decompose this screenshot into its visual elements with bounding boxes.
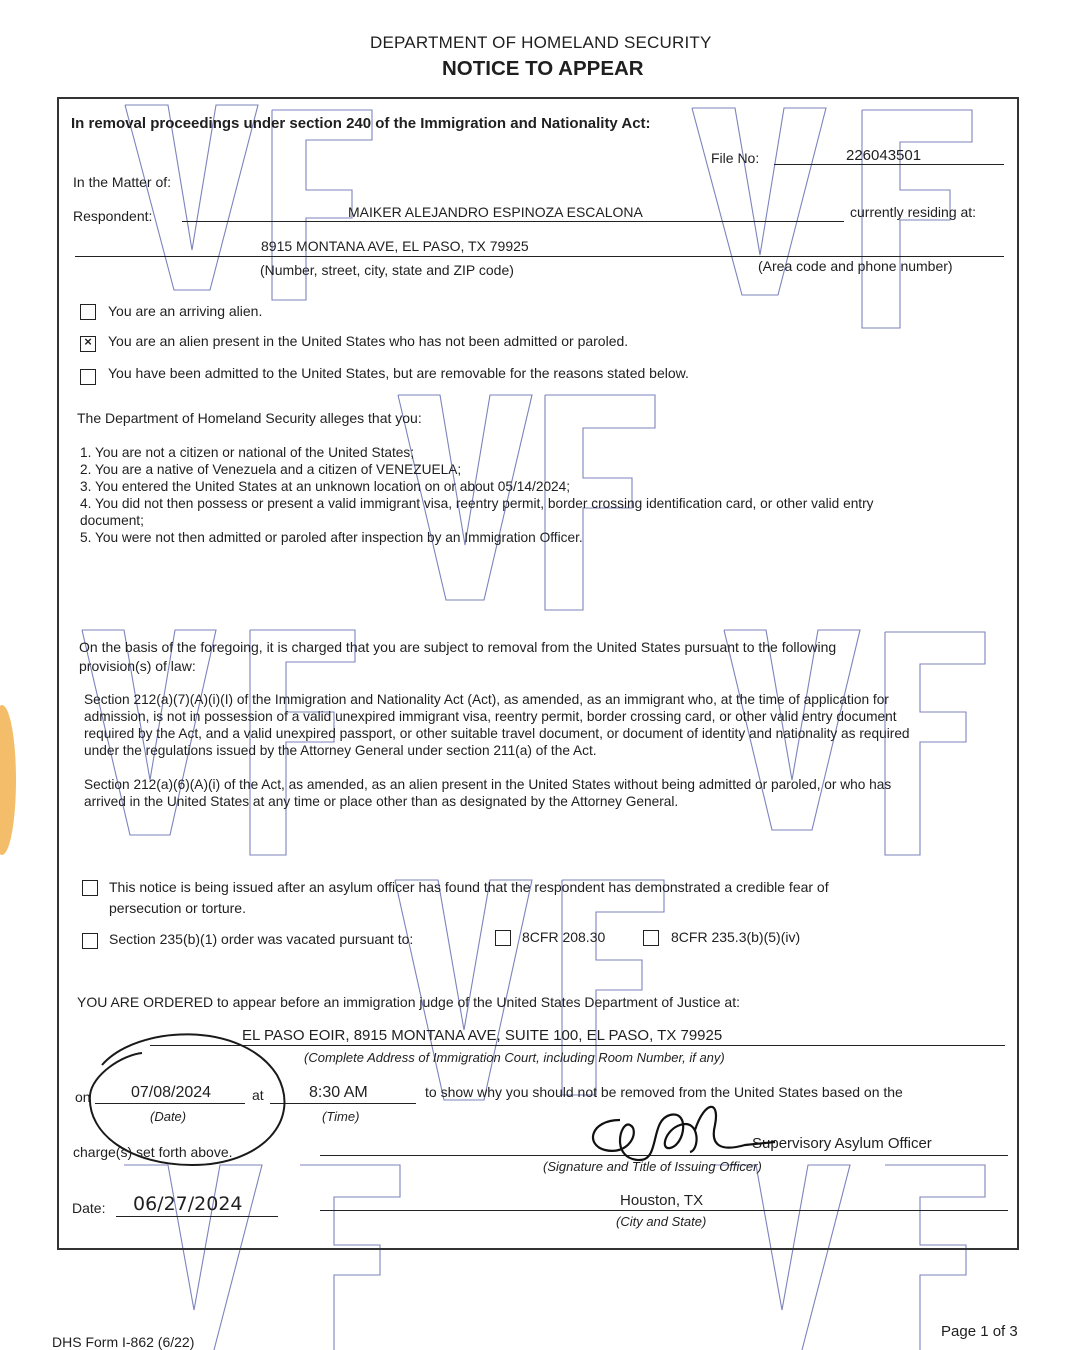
vacated-label: Section 235(b)(1) order was vacated pursuant to: [109,931,414,947]
allegations-intro: The Department of Homeland Security alleges that you: [77,410,422,426]
hearing-date-caption: (Date) [150,1109,187,1124]
signature-caption: (Signature and Title of Issuing Officer) [543,1159,762,1174]
officer-title: Supervisory Asylum Officer [752,1135,932,1152]
charge-section-212a7: Section 212(a)(7)(A)(i)(I) of the Immigration and Nationality Act (Act), as amended, as an immigrant who, at the time of application for admission, is not in possession of a valid unexpired immigrant visa, reentry permit, border crossing card, or other valid entry document required by the Act, and a valid unexpired passport, or other suitable travel document, or document of identity and nationality as required under the regulations issued by the Attorney General under section 211(a) of the Act. [84,692,910,758]
proceedings-heading: In removal proceedings under section 240 of the Immigration and Nationality Act: [71,115,651,132]
respondent-label: Respondent: [73,208,153,224]
city-caption: (City and State) [616,1214,707,1229]
allegation-2: 2. You are a native of Venezuela and a citizen of VENEZUELA; [80,462,462,477]
issue-date-underline [116,1216,278,1217]
appear-reason: to show why you should not be removed from the United States based on the [425,1084,903,1100]
court-address-caption: (Complete Address of Immigration Court, including Room Number, if any) [304,1050,725,1065]
cfr-208-checkbox[interactable] [495,930,511,946]
handwritten-circle [82,1025,322,1185]
allegation-5: 5. You were not then admitted or paroled after inspection by an Immigration Officer. [80,530,583,545]
page-number: Page 1 of 3 [941,1323,1018,1340]
address-caption: (Number, street, city, state and ZIP code) [260,262,514,278]
charges-intro: On the basis of the foregoing, it is charged that you are subject to removal from the United States pursuant to the following provision(s) of law: [79,639,837,674]
hearing-time-caption: (Time) [322,1109,360,1124]
court-address: EL PASO EOIR, 8915 MONTANA AVE, SUITE 100, EL PASO, TX 79925 [242,1027,723,1044]
allegation-1: 1. You are not a citizen or national of the United States; [80,445,415,460]
at-label: at [252,1087,264,1103]
allegation-4: 4. You did not then possess or present a valid immigrant visa, reentry permit, border crossing identification card, or other valid entry [80,496,874,511]
agency-name: DEPARTMENT OF HOMELAND SECURITY [370,33,712,52]
issue-date: 06/27/2024 [133,1193,243,1215]
phone-caption: (Area code and phone number) [758,258,953,274]
credible-fear-text: This notice is being issued after an asylum officer has found that the respondent has demonstrated a credible fear of persecution or torture. [109,879,829,916]
arriving-alien-checkbox[interactable] [80,304,96,320]
issue-city: Houston, TX [620,1192,704,1209]
file-no-value: 226043501 [846,147,922,164]
admitted-removable-label: You have been admitted to the United States, but are removable for the reasons stated below. [108,365,689,381]
arriving-alien-label: You are an arriving alien. [108,303,263,319]
credible-fear-checkbox[interactable] [82,880,98,896]
address-underline [75,256,1004,257]
not-admitted-checkbox[interactable]: × [80,336,96,352]
residing-label: currently residing at: [850,204,977,220]
respondent-underline [182,221,844,222]
allegation-4-cont: document; [80,513,144,528]
file-no-underline [774,164,1004,165]
matter-label: In the Matter of: [73,174,172,190]
charges-set-forth-label: charge(s) set forth above. [73,1144,233,1160]
document-title: NOTICE TO APPEAR [442,57,644,80]
order-text: YOU ARE ORDERED to appear before an immigration judge of the United States Department of Justice at: [77,994,740,1010]
cfr-235-checkbox[interactable] [643,930,659,946]
on-label: on [75,1089,91,1105]
allegation-3: 3. You entered the United States at an unknown location on or about 05/14/2024; [80,479,571,494]
admitted-removable-checkbox[interactable] [80,369,96,385]
respondent-name: MAIKER ALEJANDRO ESPINOZA ESCALONA [348,204,643,220]
cfr-235-label: 8CFR 235.3(b)(5)(iv) [671,929,801,945]
hearing-date: 07/08/2024 [131,1084,212,1101]
city-underline [320,1210,1008,1211]
cfr-208-label: 8CFR 208.30 [522,929,606,945]
issue-date-label: Date: [72,1200,106,1216]
charge-section-212a6: Section 212(a)(6)(A)(i) of the Act, as amended, as an alien present in the United States without being admitted or paroled, or who has arrived in the United States at any time or place other than as designated by the Attorney General. [84,777,892,809]
hearing-time: 8:30 AM [309,1084,368,1101]
officer-signature [580,1090,780,1170]
form-number: DHS Form I-862 (6/22) [52,1334,195,1350]
file-no-label: File No: [711,150,760,166]
allegations-list [80,444,874,546]
not-admitted-label: You are an alien present in the United States who has not been admitted or paroled. [108,333,629,349]
vacated-checkbox[interactable] [82,933,98,949]
respondent-address: 8915 MONTANA AVE, EL PASO, TX 79925 [261,238,529,254]
